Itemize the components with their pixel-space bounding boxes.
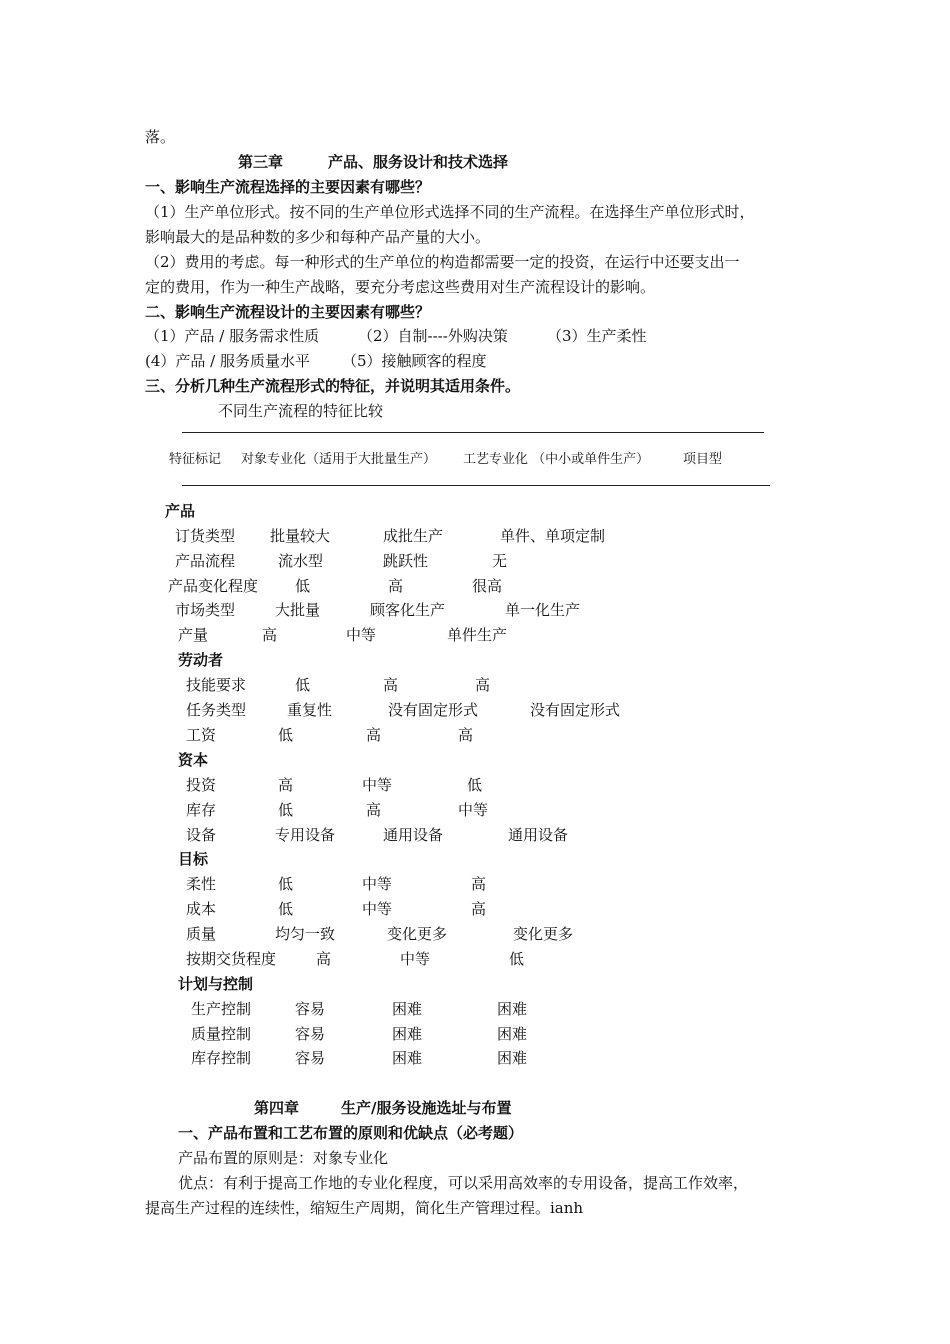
text-fragment: 落。 xyxy=(145,128,176,146)
table-cell: 高 xyxy=(388,577,404,595)
paragraph-line: （2）费用的考虑。每一种形式的生产单位的构造都需要一定的投资，在运行中还要支出一 xyxy=(145,253,740,271)
table-group-heading: 计划与控制 xyxy=(178,975,254,993)
table-cell: 高 xyxy=(471,900,487,918)
table-group-heading: 资本 xyxy=(178,751,209,769)
table-cell: 重复性 xyxy=(287,701,333,719)
table-cell: 中等 xyxy=(346,626,377,644)
table-cell: 没有固定形式 xyxy=(530,701,621,719)
table-row-label: 生产控制 xyxy=(191,1000,252,1018)
chapter-number: 第四章 xyxy=(254,1099,300,1117)
table-rule-header xyxy=(182,485,770,486)
table-rule-top xyxy=(182,432,764,433)
table-cell: 流水型 xyxy=(278,552,324,570)
table-cell: 很高 xyxy=(472,577,503,595)
table-cell: 变化更多 xyxy=(387,925,448,943)
factor-item: （5）接触顾客的程度 xyxy=(342,352,487,370)
table-cell: 单件生产 xyxy=(447,626,508,644)
table-cell: 中等 xyxy=(400,950,431,968)
table-cell: 高 xyxy=(471,875,487,893)
table-cell: 中等 xyxy=(458,801,489,819)
table-cell: 高 xyxy=(383,676,399,694)
table-cell: 无 xyxy=(492,552,508,570)
question-heading: 二、影响生产流程设计的主要因素有哪些？ xyxy=(145,303,431,321)
table-group-heading: 目标 xyxy=(178,850,209,868)
table-cell: 困难 xyxy=(497,1049,528,1067)
table-cell: 高 xyxy=(366,801,382,819)
table-group-heading: 劳动者 xyxy=(178,651,224,669)
factor-item: （3）生产柔性 xyxy=(547,327,647,345)
table-cell: 高 xyxy=(278,776,294,794)
table-row-label: 质量控制 xyxy=(191,1025,252,1043)
paragraph-line: 产品布置的原则是：对象专业化 xyxy=(178,1149,389,1167)
table-row-label: 产品变化程度 xyxy=(168,577,259,595)
table-title: 不同生产流程的特征比较 xyxy=(218,402,384,420)
table-cell: 高 xyxy=(475,676,491,694)
table-cell: 容易 xyxy=(295,1025,326,1043)
table-row-label: 订货类型 xyxy=(175,527,236,545)
paragraph-line: 定的费用，作为一种生产战略，要充分考虑这些费用对生产流程设计的影响。 xyxy=(145,278,656,296)
chapter-number: 第三章 xyxy=(238,153,284,171)
table-cell: 困难 xyxy=(392,1000,423,1018)
table-row-label: 库存 xyxy=(186,801,217,819)
table-cell: 成批生产 xyxy=(383,527,444,545)
table-cell: 变化更多 xyxy=(513,925,574,943)
table-cell: 大批量 xyxy=(275,601,321,619)
table-cell: 通用设备 xyxy=(508,826,569,844)
table-cell: 低 xyxy=(509,950,525,968)
table-cell: 批量较大 xyxy=(270,527,331,545)
table-row-label: 按期交货程度 xyxy=(186,950,277,968)
table-cell: 低 xyxy=(278,726,294,744)
chapter-title: 产品、服务设计和技术选择 xyxy=(328,153,509,171)
table-row-label: 成本 xyxy=(186,900,217,918)
paragraph-line: 影响最大的是品种数的多少和每种产品产量的大小。 xyxy=(145,228,491,246)
table-cell: 单一化生产 xyxy=(505,601,581,619)
question-heading: 一、产品布置和工艺布置的原则和优缺点（必考题） xyxy=(178,1124,524,1142)
table-cell: 顾客化生产 xyxy=(370,601,446,619)
question-heading: 三、分析几种生产流程形式的特征，并说明其适用条件。 xyxy=(145,377,521,395)
table-cell: 高 xyxy=(458,726,474,744)
table-cell: 高 xyxy=(366,726,382,744)
table-cell: 中等 xyxy=(362,900,393,918)
table-row-label: 产品流程 xyxy=(175,552,236,570)
table-cell: 没有固定形式 xyxy=(388,701,479,719)
table-row-label: 技能要求 xyxy=(186,676,247,694)
factor-item: (4）产品 / 服务质量水平 xyxy=(145,352,310,370)
table-cell: 高 xyxy=(262,626,278,644)
table-cell: 高 xyxy=(316,950,332,968)
question-heading: 一、影响生产流程选择的主要因素有哪些？ xyxy=(145,178,431,196)
table-cell: 通用设备 xyxy=(383,826,444,844)
table-row-label: 柔性 xyxy=(186,875,217,893)
table-cell: 困难 xyxy=(497,1000,528,1018)
table-cell: 低 xyxy=(278,875,294,893)
table-row-label: 库存控制 xyxy=(191,1049,252,1067)
table-cell: 困难 xyxy=(392,1049,423,1067)
paragraph-line: 优点：有利于提高工作地的专业化程度，可以采用高效率的专用设备，提高工作效率， xyxy=(178,1174,749,1192)
table-row-label: 市场类型 xyxy=(175,601,236,619)
table-cell: 容易 xyxy=(295,1049,326,1067)
factor-item: （2）自制----外购决策 xyxy=(358,327,508,345)
table-cell: 低 xyxy=(295,577,311,595)
table-header-cell: 项目型 xyxy=(683,452,723,467)
table-cell: 中等 xyxy=(362,776,393,794)
chapter-title: 生产/服务设施选址与布置 xyxy=(341,1099,512,1117)
table-row-label: 工资 xyxy=(186,726,217,744)
table-header-cell: 特征标记 xyxy=(169,452,222,467)
table-cell: 困难 xyxy=(392,1025,423,1043)
table-cell: 低 xyxy=(278,801,294,819)
paragraph-line: （1）生产单位形式。按不同的生产单位形式选择不同的生产流程。在选择生产单位形式时， xyxy=(145,203,755,221)
table-row-label: 产量 xyxy=(178,626,209,644)
table-cell: 低 xyxy=(467,776,483,794)
table-row-label: 质量 xyxy=(186,925,217,943)
factor-item: （1）产品 / 服务需求性质 xyxy=(145,327,320,345)
paragraph-line: 提高生产过程的连续性，缩短生产周期，简化生产管理过程。ianh xyxy=(145,1199,584,1217)
table-header-cell: 对象专业化（适用于大批量生产） xyxy=(241,452,437,467)
table-row-label: 投资 xyxy=(186,776,217,794)
table-cell: 专用设备 xyxy=(275,826,336,844)
table-cell: 低 xyxy=(295,676,311,694)
table-cell: 单件、单项定制 xyxy=(500,527,606,545)
table-cell: 容易 xyxy=(295,1000,326,1018)
table-cell: 跳跃性 xyxy=(383,552,429,570)
table-cell: 低 xyxy=(278,900,294,918)
table-cell: 均匀一致 xyxy=(275,925,336,943)
table-cell: 中等 xyxy=(362,875,393,893)
table-group-heading: 产品 xyxy=(165,502,196,520)
table-row-label: 任务类型 xyxy=(186,701,247,719)
table-cell: 困难 xyxy=(497,1025,528,1043)
table-row-label: 设备 xyxy=(186,826,217,844)
table-header-cell: 工艺专业化 （中小或单件生产） xyxy=(463,452,650,467)
